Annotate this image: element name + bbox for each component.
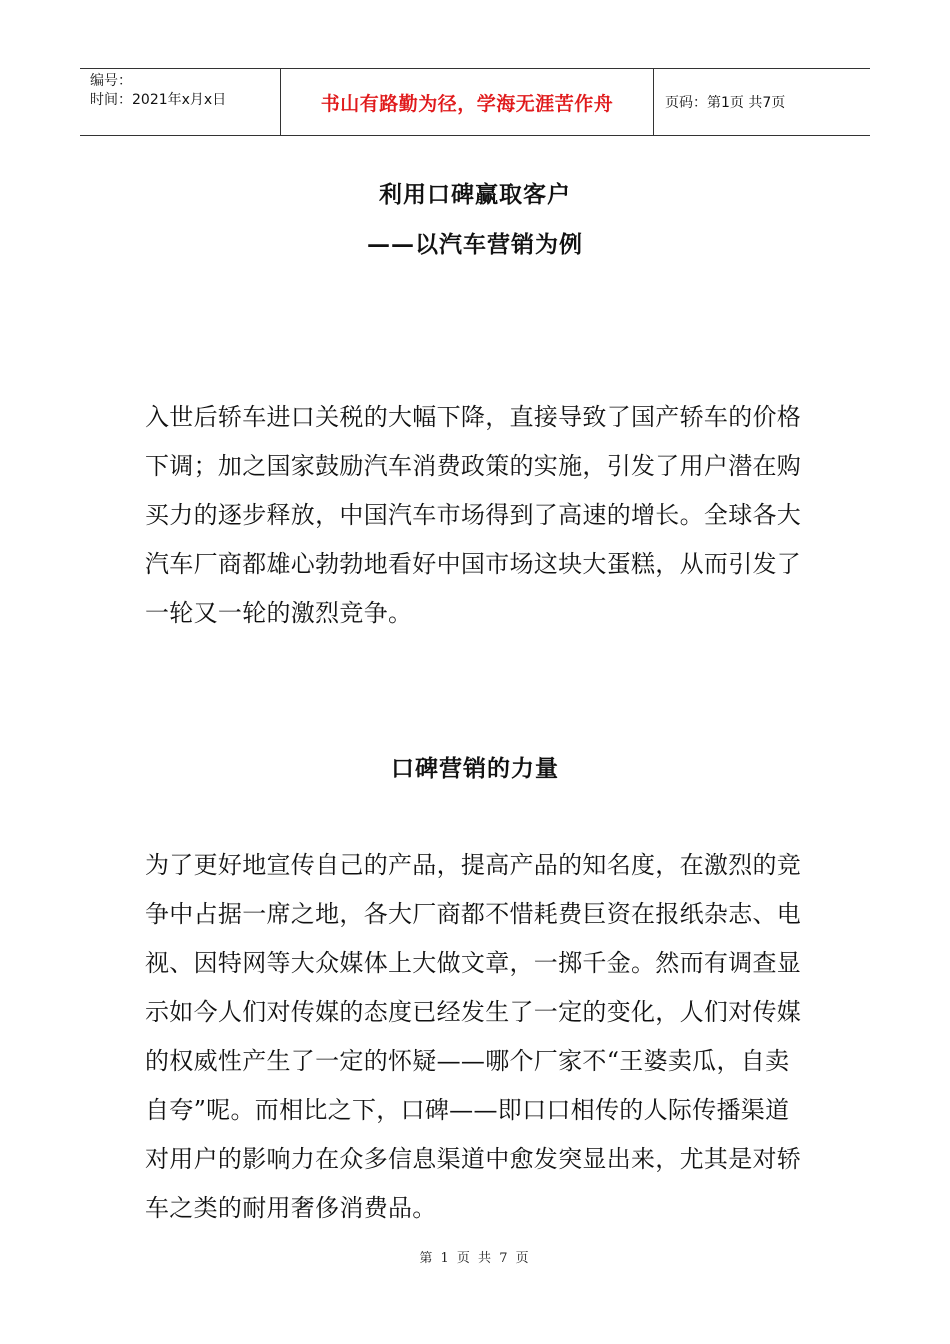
header-motto-cell [281,69,654,135]
header-table [80,68,870,136]
time-label: 时间：2021年x月x日 [90,92,227,108]
section-heading: 口碑营销的力量 [391,755,559,782]
serial-number-label: 编号： [90,73,132,89]
section-paragraph: 为了更好地宣传自己的产品，提高产品的知名度，在激烈的竞争中占据一席之地，各大厂商都不惜耗费巨资在报纸杂志、电视、因特网等大众媒体上大做文章，一掷千金。然而有调查显示如今人们对传媒的态度已经发生了一定的变化，人们对传媒的权威性产生了一定的怀疑——哪个厂家不“王婆卖瓜，自卖自夸”呢。而相比之下，口碑——即口口相传的人际传播渠道对用户的影响力在众多信息渠道中愈发突显出来，尤其是对轿车之类的耐用奢侈消费品。 [145,851,802,1222]
header-meta-cell [80,69,281,135]
page-footer: 第 1 页 共 7 页 [419,1251,531,1266]
motto-text: 书山有路勤为径，学海无涯苦作舟 [320,92,614,115]
intro-paragraph: 入世后轿车进口关税的大幅下降，直接导致了国产轿车的价格下调；加之国家鼓励汽车消费政策的实施，引发了用户潜在购买力的逐步释放，中国汽车市场得到了高速的增长。全球各大汽车厂商都雄心勃勃地看好中国市场这块大蛋糕，从而引发了一轮又一轮的激烈竞争。 [145,403,802,627]
document-subtitle: ——以汽车营销为例 [367,231,583,258]
document-title: 利用口碑赢取客户 [379,181,571,208]
page-info: 页码：第1页 共7页 [665,95,786,111]
header-page-cell [654,69,870,135]
